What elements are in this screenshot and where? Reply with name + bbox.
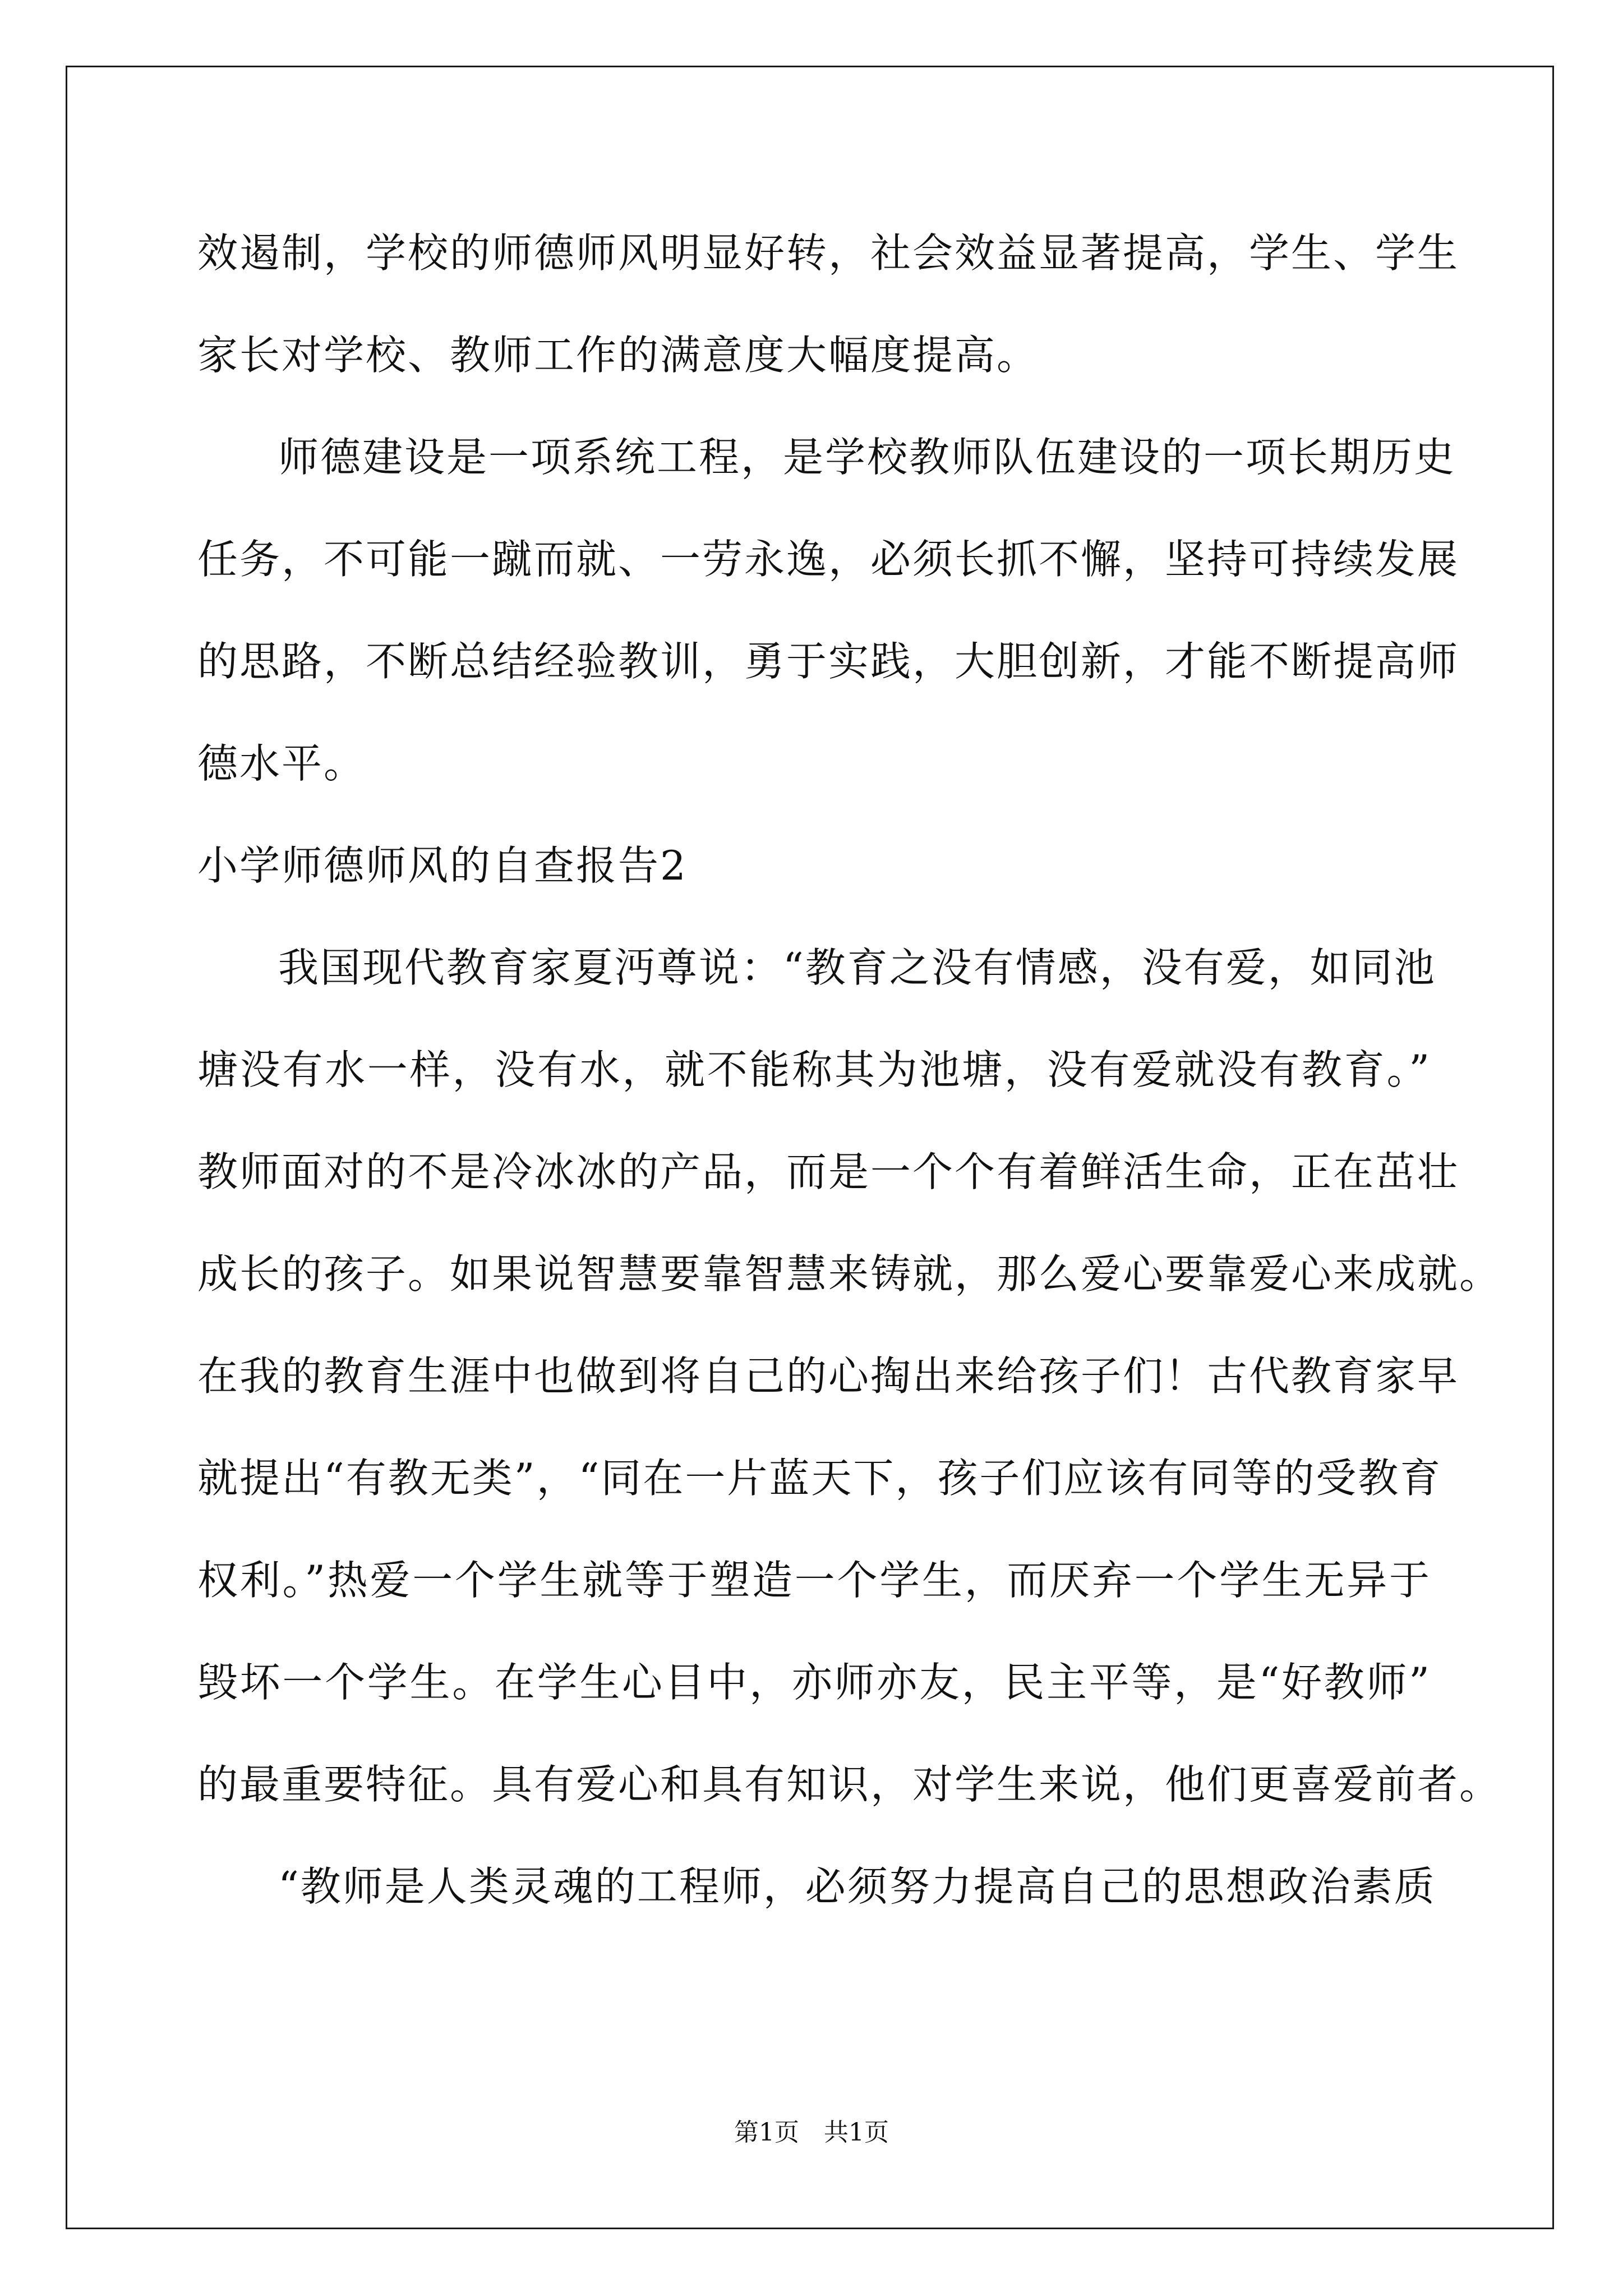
text-line-4: 任务，不可能一蹴而就、一劳永逸，必须长抓不懈，坚持可持续发展 — [197, 536, 1460, 583]
section-heading: 小学师德师风的自查报告2 — [197, 842, 688, 889]
text-line-5: 的思路，不断总结经验教训，勇于实践，大胆创新，才能不断提高师 — [197, 638, 1460, 685]
text-line-11: 成长的孩子。如果说智慧要靠智慧来铸就，那么爱心要靠爱心来成就。 — [197, 1250, 1502, 1297]
text-line-1: 效遏制，学校的师德师风明显好转，社会效益显著提高，学生、学生 — [197, 229, 1460, 277]
text-line-12: 在我的教育生涯中也做到将自己的心掏出来给孩子们！古代教育家早 — [197, 1352, 1460, 1400]
text-line-17: “教师是人类灵魂的工程师，必须努力提高自己的思想政治素质 — [278, 1863, 1436, 1910]
text-line-9: 塘没有水一样，没有水，就不能称其为池塘，没有爱就没有教育。” — [197, 1046, 1431, 1093]
text-line-16: 的最重要特征。具有爱心和具有知识，对学生来说，他们更喜爱前者。 — [197, 1761, 1502, 1808]
page-number-footer: 第1页 共1页 — [734, 2118, 889, 2147]
text-line-15: 毁坏一个学生。在学生心目中，亦师亦友，民主平等，是“好教师” — [197, 1659, 1431, 1706]
text-line-2: 家长对学校、教师工作的满意度大幅度提高。 — [197, 332, 1039, 379]
text-line-10: 教师面对的不是冷冰冰的产品，而是一个个有着鲜活生命，正在茁壮 — [197, 1148, 1460, 1195]
text-line-3: 师德建设是一项系统工程，是学校教师队伍建设的一项长期历史 — [278, 434, 1456, 481]
text-line-6: 德水平。 — [197, 740, 366, 787]
text-line-13: 就提出“有教无类”，“同在一片蓝天下，孩子们应该有同等的受教育 — [197, 1455, 1442, 1502]
text-line-8: 我国现代教育家夏沔尊说：“教育之没有情感，没有爱，如同池 — [278, 944, 1436, 991]
text-line-14: 权利。”热爱一个学生就等于塑造一个学生，而厌弃一个学生无异于 — [197, 1557, 1431, 1604]
